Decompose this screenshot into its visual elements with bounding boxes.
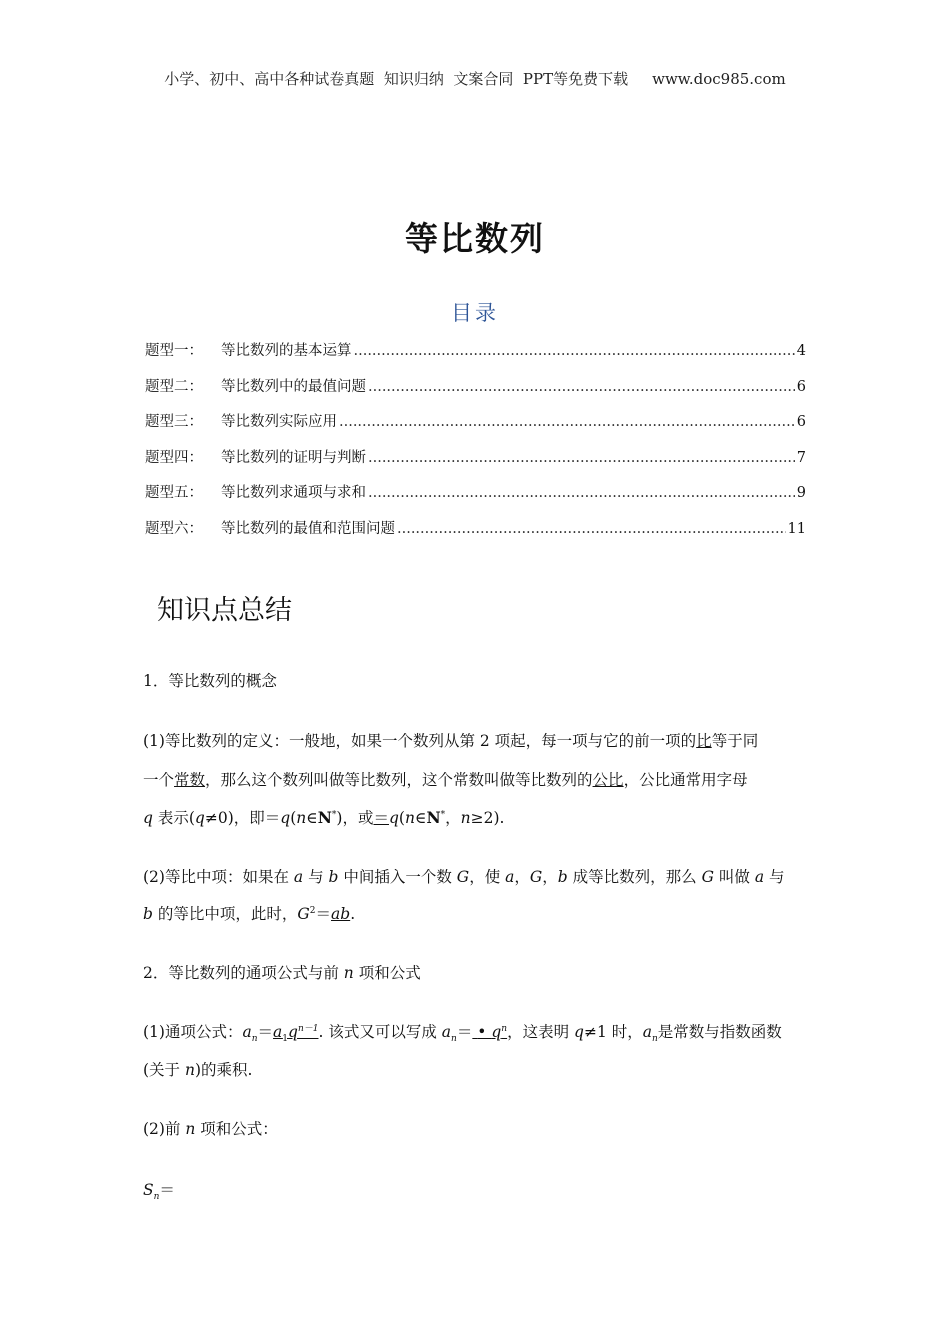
text: ∈ <box>306 809 318 827</box>
toc-item[interactable] <box>145 481 806 517</box>
underlined-term: 公比 <box>592 771 624 789</box>
var-n: n <box>296 809 307 827</box>
subscript: 1 <box>282 1034 289 1045</box>
toc-item-text: 等比数列中的最值问题 <box>221 378 366 395</box>
general-term-line-2 <box>143 1058 252 1080</box>
superscript: n <box>501 1023 508 1034</box>
text: ( <box>290 809 297 827</box>
text: ，使 <box>469 868 506 886</box>
underlined-term: 比 <box>696 732 712 750</box>
var-G: G <box>529 868 543 886</box>
subscript: n <box>153 1192 160 1203</box>
var-b: b <box>143 905 153 923</box>
text: ， <box>514 868 530 886</box>
heading-concept: 1．等比数列的概念 <box>143 672 277 690</box>
var-q: q <box>194 809 205 827</box>
toc-leader-dots <box>339 414 795 430</box>
sum-formula-heading <box>143 1117 278 1139</box>
var-n: n <box>184 1061 195 1079</box>
subscript: n <box>652 1034 658 1045</box>
toc-item-label: 题型五： <box>145 485 203 501</box>
text: ≠1 时， <box>583 1023 643 1041</box>
text: ，公比通常用字母 <box>623 771 748 789</box>
toc-item-label: 题型三： <box>145 414 203 430</box>
toc-item-page: 4 <box>796 343 806 359</box>
toc-item-text: 等比数列实际应用 <box>221 414 337 430</box>
toc-item-label: 题型六： <box>145 520 203 537</box>
toc-item[interactable] <box>145 517 806 553</box>
superscript: n－1 <box>297 1023 319 1034</box>
text: ∈ <box>414 809 427 827</box>
toc-leader-dots <box>368 379 795 395</box>
var-a: a <box>273 1023 283 1041</box>
text: (1)通项公式： <box>143 1023 243 1041</box>
general-term-line-1 <box>143 1020 782 1044</box>
var-n: n <box>343 964 354 982</box>
text: 与 <box>764 868 785 886</box>
toc-item-text: 等比数列的最值和范围问题 <box>221 520 395 537</box>
var-q: q <box>280 809 291 827</box>
toc-heading: 目录 <box>451 301 499 325</box>
heading-formulas <box>143 961 421 983</box>
text: ( <box>398 809 405 827</box>
text: (2)前 <box>143 1120 186 1138</box>
text: 项和公式： <box>195 1120 278 1138</box>
var-n: n <box>404 809 415 827</box>
underlined-formula <box>472 1023 507 1041</box>
text: ＝ <box>159 1181 175 1199</box>
superscript: * <box>331 809 337 820</box>
text: ，这表明 <box>507 1023 575 1041</box>
toc-item-text: 等比数列求通项与求和 <box>221 485 366 501</box>
geometric-mean-line-1 <box>143 865 785 887</box>
toc-item-page: 9 <box>796 485 806 501</box>
var-b: b <box>557 868 568 886</box>
text: (1)等比数列的定义：一般地，如果一个数列从第 2 项起，每一项与它的前一项的 <box>143 732 697 750</box>
header-text: 小学、初中、高中各种试卷真题 知识归纳 文案合同 PPT等免费下载 <box>164 70 629 88</box>
definition-line-3: q 表示(q≠0)，即＝q(n∈N*)，或＝q(n∈N*，n≥2). <box>143 808 505 827</box>
var-G: G <box>456 868 470 886</box>
sum-formula <box>143 1178 175 1202</box>
text: ， <box>542 868 558 886</box>
text: )，或 <box>336 809 374 827</box>
text: . <box>350 905 356 923</box>
toc-item-page: 6 <box>796 414 806 430</box>
var-q: q <box>574 1023 584 1041</box>
var-a: a <box>754 868 765 886</box>
text: (关于 <box>143 1061 185 1079</box>
text: ≥2). <box>470 809 505 827</box>
text: ＝ <box>456 1023 473 1041</box>
definition-line-2 <box>143 768 748 790</box>
text: 叫做 <box>713 868 755 886</box>
text: 表示( <box>152 809 195 827</box>
toc-item-text: 等比数列的证明与判断 <box>221 449 366 466</box>
text: 与 <box>303 868 329 886</box>
var-a: a <box>441 1023 452 1041</box>
toc-item-label: 题型一： <box>145 343 203 359</box>
var-q: q <box>491 1023 502 1041</box>
var-a: a <box>293 868 304 886</box>
toc-leader-dots <box>368 450 795 466</box>
header-site[interactable]: www.doc985.com <box>652 70 786 88</box>
toc-item-page: 6 <box>796 378 806 395</box>
definition-line-1 <box>143 729 758 751</box>
var-b: b <box>328 868 339 886</box>
var-q: q <box>288 1023 298 1041</box>
toc-item[interactable] <box>145 446 806 482</box>
text: ≠0)，即＝ <box>204 809 281 827</box>
var-a: a <box>642 1023 652 1041</box>
var-G: G <box>701 868 714 886</box>
text: 一个 <box>143 771 175 789</box>
text: 是常数与指数函数 <box>657 1023 782 1041</box>
text: ＝ <box>257 1023 274 1041</box>
text: (2)等比中项：如果在 <box>143 868 294 886</box>
toc-leader-dots <box>397 521 786 537</box>
text: )的乘积. <box>194 1061 253 1079</box>
var-n: n <box>185 1120 196 1138</box>
toc-leader-dots <box>354 343 795 359</box>
document-title: 等比数列 <box>405 219 545 258</box>
subscript: n <box>251 1034 258 1045</box>
table-of-contents <box>145 339 806 552</box>
var-S: S <box>143 1181 154 1199</box>
text: 项和公式 <box>353 964 421 982</box>
set-N: N <box>317 808 332 827</box>
underlined-blank: ＝ <box>373 809 389 827</box>
text: 成等比数列，那么 <box>567 868 702 886</box>
set-N: N <box>426 808 441 827</box>
underlined-term: 常数 <box>174 771 206 789</box>
toc-item-page: 7 <box>796 449 806 466</box>
toc-item-text: 等比数列的基本运算 <box>221 343 352 359</box>
text: 的等比中项，此时， <box>152 905 298 923</box>
var-a: a <box>505 868 515 886</box>
toc-item[interactable] <box>145 375 806 411</box>
text: ＝ <box>315 905 332 923</box>
toc-item-label: 题型二： <box>145 378 203 395</box>
text: ，那么这个数列叫做等比数列，这个常数叫做等比数列的 <box>205 771 593 789</box>
underlined-formula <box>273 1023 319 1045</box>
text: 2．等比数列的通项公式与前 <box>143 964 344 982</box>
toc-item[interactable] <box>145 339 806 375</box>
underlined-answer: ab <box>331 905 351 923</box>
text: . 该式又可以写成 <box>318 1023 442 1041</box>
superscript: * <box>440 809 446 820</box>
toc-item-page: 11 <box>787 520 806 537</box>
text: 中间插入一个数 <box>338 868 457 886</box>
subscript: n <box>451 1034 457 1045</box>
toc-item[interactable] <box>145 410 806 446</box>
var-G: G <box>297 905 310 923</box>
toc-leader-dots <box>368 485 795 501</box>
text: 等于同 <box>711 732 759 750</box>
var-q: q <box>143 809 153 827</box>
page-header <box>0 68 950 89</box>
var-q: q <box>388 809 399 827</box>
text: • <box>477 1023 492 1041</box>
var-n: n <box>460 809 471 827</box>
var-a: a <box>242 1023 252 1041</box>
geometric-mean-line-2 <box>143 902 355 924</box>
toc-item-label: 题型四： <box>145 449 203 466</box>
superscript: 2 <box>309 905 316 916</box>
section-title: 知识点总结 <box>157 595 292 626</box>
